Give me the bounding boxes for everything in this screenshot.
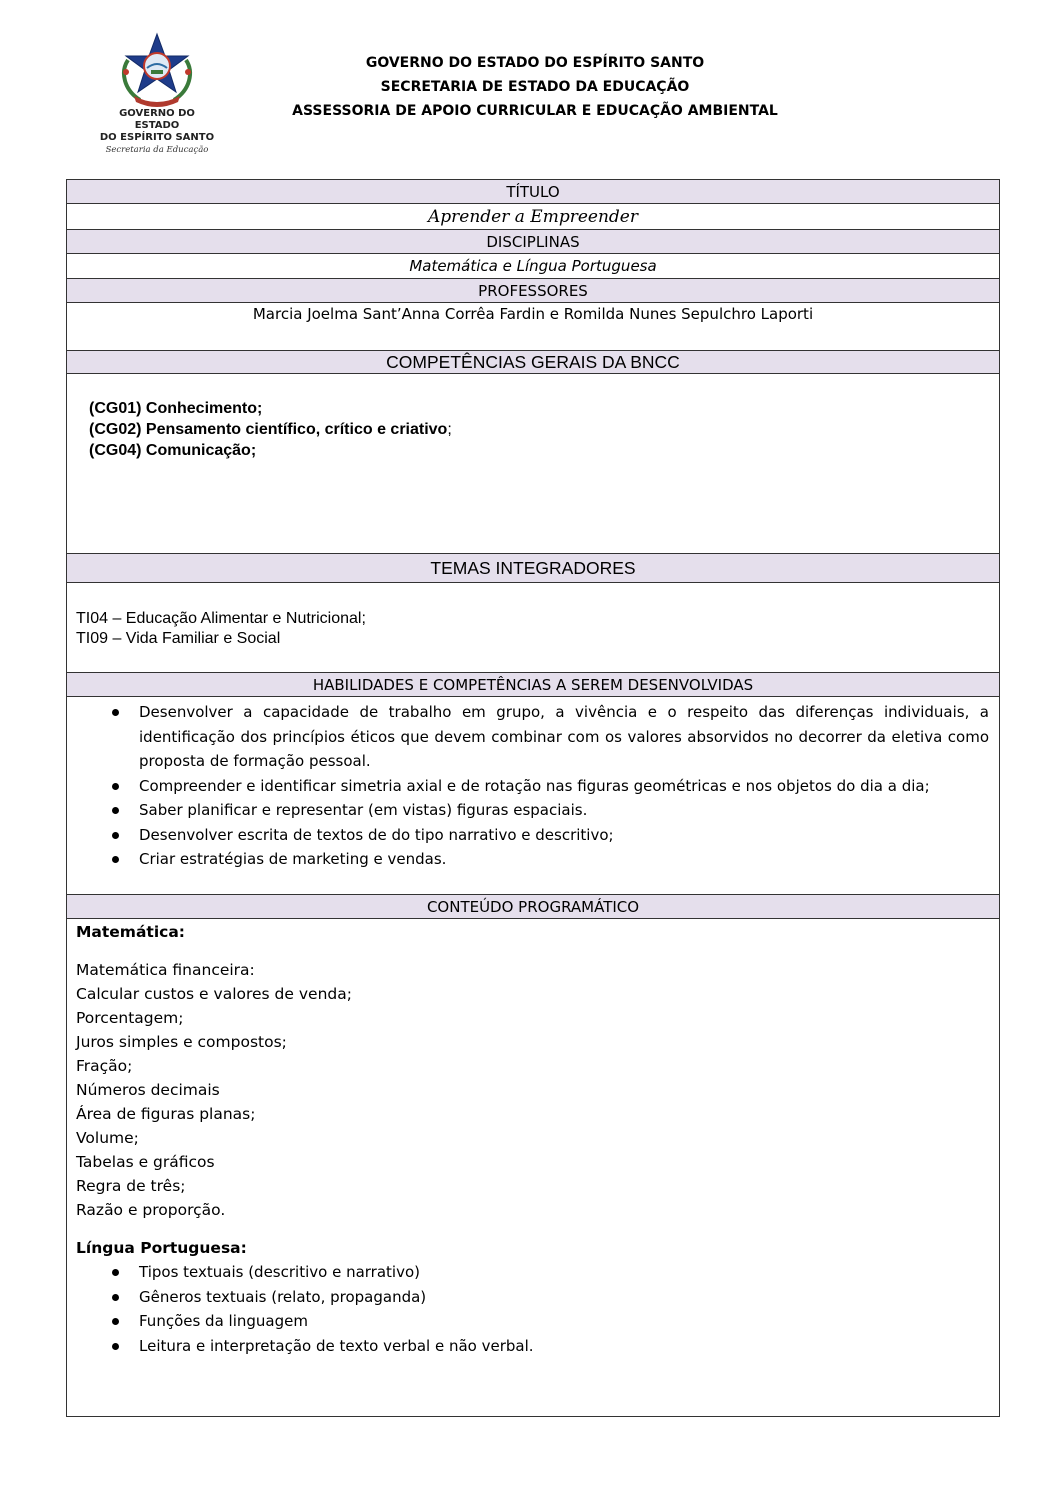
- bullet-icon: [112, 1294, 119, 1301]
- competencia-item: [89, 419, 999, 440]
- document-header: [180, 51, 890, 123]
- competencias-header: COMPETÊNCIAS GERAIS DA BNCC: [67, 351, 999, 374]
- portugues-label: Língua Portuguesa:: [76, 1239, 247, 1257]
- matematica-item: Números decimais: [76, 1081, 220, 1099]
- habilidade-item: Desenvolver escrita de textos de do tipo narrativo e descritivo;: [67, 823, 999, 848]
- logo-text-line1: GOVERNO DO ESTADO: [119, 108, 195, 131]
- logo-text-line2: DO ESPÍRITO SANTO: [99, 132, 215, 143]
- logo-subtitle: Secretaria da Educação: [105, 145, 209, 155]
- titulo-header: TÍTULO: [67, 180, 999, 204]
- competencia-item: [89, 440, 999, 461]
- portugues-item: Leitura e interpretação de texto verbal e não verbal.: [67, 1334, 999, 1359]
- bullet-icon: [112, 1343, 119, 1350]
- competencia-suffix: ;: [447, 421, 452, 438]
- habilidade-item: Desenvolver a capacidade de trabalho em grupo, a vivência e o respeito das diferenças individuais, a identificação dos princípios éticos que devem combinar com os valores absorvidos no decorrer da eletiva como proposta de formação pessoal.: [67, 700, 999, 774]
- tema-item: TI09 – Vida Familiar e Social: [76, 630, 281, 647]
- habilidade-item: Compreender e identificar simetria axial e de rotação nas figuras geométricas e nos objetos do dia a dia;: [67, 774, 999, 799]
- matematica-item: Tabelas e gráficos: [76, 1153, 215, 1171]
- temas-header: TEMAS INTEGRADORES: [67, 554, 999, 583]
- conteudo-header: CONTEÚDO PROGRAMÁTICO: [67, 895, 999, 919]
- eletiva-form-table: [66, 179, 1000, 1417]
- tema-item: TI04 – Educação Alimentar e Nutricional;: [76, 610, 366, 627]
- competencia-item: [89, 398, 999, 419]
- bullet-icon: [112, 1269, 119, 1276]
- habilidade-item: Criar estratégias de marketing e vendas.: [67, 847, 999, 872]
- header-line-assessoria: ASSESSORIA DE APOIO CURRICULAR E EDUCAÇÃO AMBIENTAL: [292, 103, 778, 119]
- bullet-icon: [112, 856, 119, 863]
- habilidade-item: Saber planificar e representar (em vistas) figuras espaciais.: [67, 798, 999, 823]
- habilidades-list: [67, 697, 999, 895]
- professores-header: PROFESSORES: [67, 279, 999, 303]
- header-line-secretariat: SECRETARIA DE ESTADO DA EDUCAÇÃO: [380, 79, 690, 95]
- titulo-value: Aprender a Empreender: [67, 204, 999, 230]
- competencia-text: (CG04) Comunicação;: [89, 442, 257, 459]
- matematica-item: Porcentagem;: [76, 1009, 184, 1027]
- conteudo-body: [67, 919, 999, 1416]
- professores-value: Marcia Joelma Sant’Anna Corrêa Fardin e Romilda Nunes Sepulchro Laporti: [67, 303, 999, 351]
- bullet-icon: [112, 783, 119, 790]
- matematica-item: Juros simples e compostos;: [76, 1033, 287, 1051]
- portugues-item: Gêneros textuais (relato, propaganda): [67, 1285, 999, 1310]
- matematica-item: Razão e proporção.: [76, 1201, 226, 1219]
- temas-list: [67, 583, 999, 673]
- portugues-item: Funções da linguagem: [67, 1309, 999, 1334]
- bullet-icon: [112, 832, 119, 839]
- matematica-item: Calcular custos e valores de venda;: [76, 985, 352, 1003]
- habilidades-header: HABILIDADES E COMPETÊNCIAS A SEREM DESENVOLVIDAS: [67, 673, 999, 697]
- bullet-icon: [112, 807, 119, 814]
- portugues-item: Tipos textuais (descritivo e narrativo): [67, 1260, 999, 1285]
- matematica-item: Regra de três;: [76, 1177, 186, 1195]
- competencia-text: (CG02) Pensamento científico, crítico e criativo: [89, 421, 448, 438]
- matematica-item: Área de figuras planas;: [76, 1105, 256, 1123]
- disciplinas-header: DISCIPLINAS: [67, 230, 999, 254]
- matematica-item: Fração;: [76, 1057, 133, 1075]
- bullet-icon: [112, 709, 119, 716]
- header-line-government: GOVERNO DO ESTADO DO ESPÍRITO SANTO: [365, 55, 705, 71]
- competencias-list: [67, 374, 999, 554]
- matematica-item: Matemática financeira:: [76, 961, 255, 979]
- disciplinas-value: Matemática e Língua Portuguesa: [67, 254, 999, 279]
- matematica-item: Volume;: [76, 1129, 139, 1147]
- matematica-label: Matemática:: [76, 923, 185, 941]
- bullet-icon: [112, 1318, 119, 1325]
- competencia-text: (CG01) Conhecimento;: [89, 400, 263, 417]
